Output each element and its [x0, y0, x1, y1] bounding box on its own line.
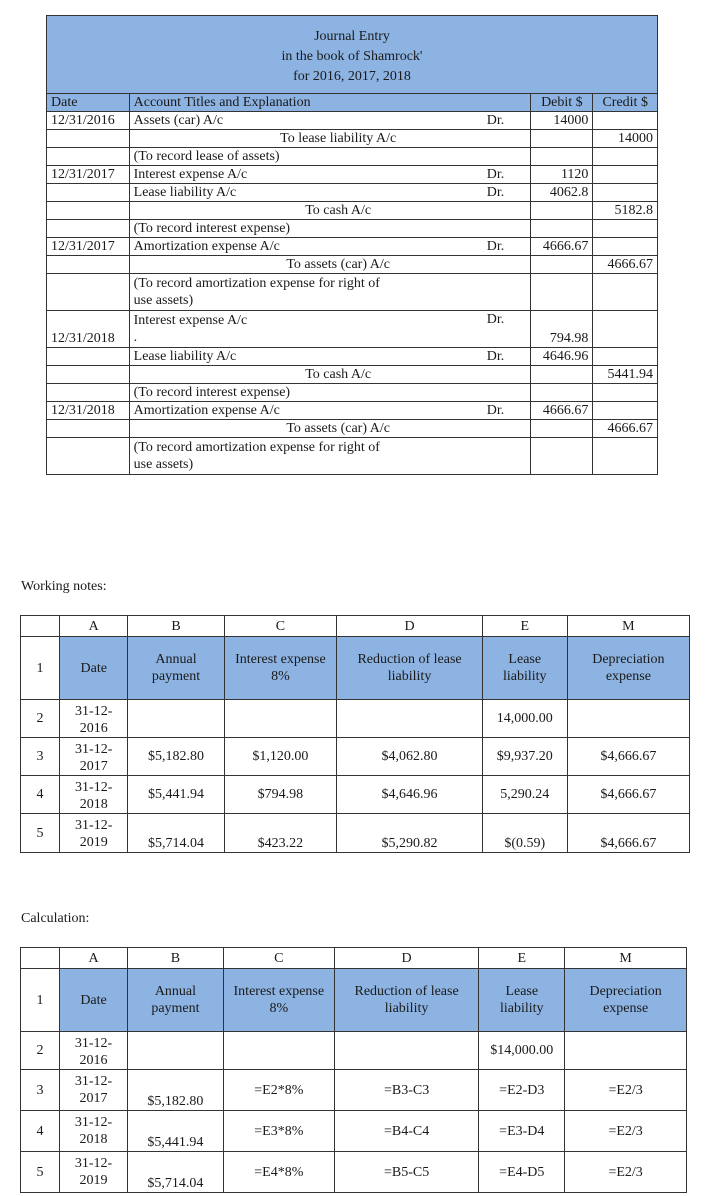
table-cell: 31-12-2018: [60, 776, 128, 814]
table-cell: 14,000.00: [482, 700, 567, 738]
journal-row: [47, 184, 658, 202]
journal-row: [47, 148, 658, 166]
table-cell: =E2/3: [565, 1152, 687, 1193]
entry-dr-marker: Dr.: [461, 166, 531, 184]
entry-credit: 4666.67: [593, 420, 658, 438]
entry-date: 12/31/2017: [47, 166, 130, 184]
column-letter: C: [224, 616, 337, 637]
table-cell: =B3-C3: [334, 1070, 479, 1111]
table-row: [21, 700, 690, 738]
column-letter: A: [60, 616, 128, 637]
entry-debit: 1120: [531, 166, 593, 184]
table-cell: $5,714.04: [128, 1152, 224, 1193]
table-row: [21, 814, 690, 853]
entry-credit: [593, 438, 658, 475]
entry-account: [129, 238, 461, 256]
entry-date: [47, 184, 130, 202]
entry-credit: 5441.94: [593, 366, 658, 384]
entry-credit: [593, 402, 658, 420]
row-number: 3: [21, 738, 60, 776]
journal-row: [47, 256, 658, 274]
entry-date: [47, 220, 130, 238]
table-cell: 31-12-2016: [60, 700, 128, 738]
header-debit: Debit $: [531, 94, 593, 112]
table-cell: [334, 1032, 479, 1070]
entry-account-text: Lease liability A/c: [133, 349, 237, 364]
entry-credit: [593, 238, 658, 256]
entry-credit: 5182.8: [593, 202, 658, 220]
column-header: Depreciation expense: [565, 969, 687, 1032]
entry-debit: [531, 256, 593, 274]
entry-date: 12/31/2017: [47, 238, 130, 256]
table-cell: 31-12-2016: [60, 1032, 128, 1070]
entry-account: [129, 184, 461, 202]
table-cell: $4,666.67: [567, 776, 689, 814]
entry-debit: [531, 202, 593, 220]
journal-row: [47, 348, 658, 366]
journal-row: [47, 402, 658, 420]
table-cell: =E2/3: [565, 1111, 687, 1152]
column-header: Date: [60, 969, 128, 1032]
table-cell: =B4-C4: [334, 1111, 479, 1152]
column-letter: C: [223, 948, 334, 969]
entry-account: [129, 112, 461, 130]
entry-debit: [531, 148, 593, 166]
entry-date: [47, 420, 130, 438]
entry-dr-marker: Dr.: [461, 238, 531, 256]
table-cell: 31-12-2019: [60, 1152, 128, 1193]
entry-dr-marker: Dr.: [461, 184, 531, 202]
table-cell: [128, 1032, 224, 1070]
entry-account-text: Interest expense A/c: [133, 167, 248, 182]
entry-date: [47, 366, 130, 384]
entry-dr-marker: [461, 130, 531, 148]
entry-account: [129, 366, 461, 384]
entry-credit: [593, 166, 658, 184]
entry-date: 12/31/2018: [47, 311, 130, 348]
table-cell: $5,290.82: [337, 814, 482, 853]
table-cell: [224, 700, 337, 738]
column-letter: D: [337, 616, 482, 637]
row-number: 2: [21, 1032, 60, 1070]
table-cell: $4,062.80: [337, 738, 482, 776]
entry-account: [129, 166, 461, 184]
entry-dr-marker: Dr.: [461, 311, 531, 348]
table-cell: 31-12-2018: [60, 1111, 128, 1152]
entry-dr-marker: Dr.: [461, 112, 531, 130]
row-number: 5: [21, 1152, 60, 1193]
journal-row: [47, 220, 658, 238]
table-cell: $9,937.20: [482, 738, 567, 776]
table-cell: $5,441.94: [128, 1111, 224, 1152]
entry-dr-marker: Dr.: [461, 402, 531, 420]
entry-account-text: To cash A/c: [305, 367, 372, 382]
journal-title: [47, 16, 658, 94]
entry-credit: [593, 220, 658, 238]
entry-date: [47, 438, 130, 475]
entry-debit: 4062.8: [531, 184, 593, 202]
journal-header-row: [47, 94, 658, 112]
journal-row: [47, 366, 658, 384]
entry-debit: 4666.67: [531, 402, 593, 420]
entry-debit: [531, 438, 593, 475]
table-cell: $5,182.80: [128, 738, 224, 776]
journal-row: [47, 166, 658, 184]
entry-account-text: Amortization expense A/c: [133, 403, 280, 418]
table-cell: =B5-C5: [334, 1152, 479, 1193]
column-header: Lease liability: [482, 637, 567, 700]
entry-account-text: Interest expense A/c: [133, 313, 248, 328]
table-row: [21, 738, 690, 776]
entry-dr-marker: [461, 202, 531, 220]
journal-row: [47, 112, 658, 130]
row-number: 4: [21, 776, 60, 814]
entry-date: [47, 274, 130, 311]
table-cell: =E2/3: [565, 1070, 687, 1111]
table-cell: $5,182.80: [128, 1070, 224, 1111]
entry-account: [129, 256, 461, 274]
row-number: 5: [21, 814, 60, 853]
table-cell: 31-12-2019: [60, 814, 128, 853]
table-cell: 31-12-2017: [60, 1070, 128, 1111]
calculation-table: [20, 947, 687, 1193]
header-row: [21, 969, 687, 1032]
column-letter: E: [482, 616, 567, 637]
entry-debit: [531, 420, 593, 438]
entry-dr-marker: [461, 366, 531, 384]
entry-account-text: Lease liability A/c: [133, 185, 237, 200]
entry-debit: 794.98: [531, 311, 593, 348]
journal-row: [47, 311, 658, 348]
entry-account-text: To assets (car) A/c: [286, 421, 390, 436]
table-cell: [567, 700, 689, 738]
entry-dr-marker: [461, 274, 531, 311]
entry-credit: [593, 184, 658, 202]
header-row: [21, 637, 690, 700]
journal-row: [47, 202, 658, 220]
journal-row: [47, 420, 658, 438]
entry-date: [47, 348, 130, 366]
row-number: 1: [21, 969, 60, 1032]
entry-account: [129, 202, 461, 220]
column-letter-row: [21, 948, 687, 969]
table-cell: $4,666.67: [567, 814, 689, 853]
entry-account: [129, 311, 461, 348]
column-letter: E: [479, 948, 565, 969]
table-cell: 5,290.24: [482, 776, 567, 814]
table-row: [21, 1032, 687, 1070]
column-header: Interest expense 8%: [223, 969, 334, 1032]
entry-account-text: (To record lease of assets): [133, 149, 280, 164]
table-cell: $(0.59): [482, 814, 567, 853]
column-letter-row: [21, 616, 690, 637]
table-row: [21, 1070, 687, 1111]
entry-credit: [593, 348, 658, 366]
entry-account: [129, 130, 461, 148]
table-cell: $14,000.00: [479, 1032, 565, 1070]
entry-account: [129, 402, 461, 420]
table-row: [21, 776, 690, 814]
entry-credit: [593, 148, 658, 166]
entry-debit: [531, 220, 593, 238]
entry-dr-marker: [461, 420, 531, 438]
entry-account: [129, 220, 461, 238]
table-cell: $794.98: [224, 776, 337, 814]
entry-date: [47, 148, 130, 166]
entry-dr-marker: [461, 256, 531, 274]
entry-credit: 14000: [593, 130, 658, 148]
table-cell: $423.22: [224, 814, 337, 853]
column-header: Lease liability: [479, 969, 565, 1032]
calculation-label: Calculation:: [21, 911, 90, 926]
entry-account: [129, 274, 461, 311]
entry-account-text: Assets (car) A/c: [133, 113, 224, 128]
entry-account-text-2: .: [133, 330, 138, 345]
entry-debit: [531, 366, 593, 384]
entry-dr-marker: [461, 148, 531, 166]
table-cell: =E2-D3: [479, 1070, 565, 1111]
entry-account-text: (To record interest expense): [133, 221, 291, 236]
entry-account: [129, 348, 461, 366]
entry-date: 12/31/2018: [47, 402, 130, 420]
entry-credit: [593, 311, 658, 348]
journal-title-line-1: Journal Entry: [314, 28, 390, 44]
working-notes-label: Working notes:: [21, 579, 107, 594]
entry-credit: [593, 274, 658, 311]
table-cell: =E3-D4: [479, 1111, 565, 1152]
table-cell: =E4-D5: [479, 1152, 565, 1193]
table-cell: $4,646.96: [337, 776, 482, 814]
entry-debit: [531, 274, 593, 311]
journal-row: [47, 438, 658, 475]
header-date: Date: [47, 94, 130, 112]
column-header: Annual payment: [128, 637, 224, 700]
table-cell: $4,666.67: [567, 738, 689, 776]
column-header: Depreciation expense: [567, 637, 689, 700]
entry-debit: 14000: [531, 112, 593, 130]
entry-date: 12/31/2016: [47, 112, 130, 130]
entry-date: [47, 130, 130, 148]
entry-account-text: (To record interest expense): [133, 385, 291, 400]
column-letter: B: [128, 616, 224, 637]
table-cell: $1,120.00: [224, 738, 337, 776]
column-header: Reduction of lease liability: [337, 637, 482, 700]
column-letter: D: [334, 948, 479, 969]
entry-account-text: Amortization expense A/c: [133, 239, 280, 254]
entry-debit: [531, 384, 593, 402]
journal-row: [47, 274, 658, 311]
table-cell: [128, 700, 224, 738]
entry-credit: [593, 384, 658, 402]
entry-dr-marker: [461, 384, 531, 402]
row-number: 1: [21, 637, 60, 700]
table-cell: =E2*8%: [223, 1070, 334, 1111]
entry-account-text: To cash A/c: [305, 203, 372, 218]
table-cell: $5,441.94: [128, 776, 224, 814]
row-number: 3: [21, 1070, 60, 1111]
entry-debit: [531, 130, 593, 148]
column-header: Interest expense 8%: [224, 637, 337, 700]
entry-account: [129, 420, 461, 438]
journal-entry-table: [46, 15, 658, 475]
entry-account: [129, 438, 461, 475]
working-notes-table: [20, 615, 690, 853]
row-number: 2: [21, 700, 60, 738]
table-row: [21, 1152, 687, 1193]
column-header: Reduction of lease liability: [334, 969, 479, 1032]
entry-debit: 4646.96: [531, 348, 593, 366]
entry-date: [47, 384, 130, 402]
entry-dr-marker: [461, 220, 531, 238]
column-letter: M: [567, 616, 689, 637]
entry-dr-marker: [461, 438, 531, 475]
row-number: 4: [21, 1111, 60, 1152]
header-account: Account Titles and Explanation: [129, 94, 531, 112]
table-cell: 31-12-2017: [60, 738, 128, 776]
column-letter: M: [565, 948, 687, 969]
table-cell: =E4*8%: [223, 1152, 334, 1193]
entry-account-text: (To record amortization expense for right of use assets): [133, 276, 380, 308]
table-cell: [565, 1032, 687, 1070]
table-cell: [337, 700, 482, 738]
journal-row: [47, 238, 658, 256]
column-letter: [21, 616, 60, 637]
entry-account: [129, 384, 461, 402]
column-letter: [21, 948, 60, 969]
journal-row: [47, 130, 658, 148]
entry-date: [47, 202, 130, 220]
journal-row: [47, 384, 658, 402]
table-cell: $5,714.04: [128, 814, 224, 853]
entry-credit: [593, 112, 658, 130]
column-header: Annual payment: [128, 969, 224, 1032]
entry-account-text: To lease liability A/c: [280, 131, 397, 146]
table-cell: [223, 1032, 334, 1070]
entry-credit: 4666.67: [593, 256, 658, 274]
table-cell: =E3*8%: [223, 1111, 334, 1152]
entry-dr-marker: Dr.: [461, 348, 531, 366]
entry-date: [47, 256, 130, 274]
journal-title-line-3: for 2016, 2017, 2018: [293, 68, 411, 84]
column-header: Date: [60, 637, 128, 700]
entry-debit: 4666.67: [531, 238, 593, 256]
header-credit: Credit $: [593, 94, 658, 112]
column-letter: B: [128, 948, 224, 969]
entry-account-text: To assets (car) A/c: [286, 257, 390, 272]
table-row: [21, 1111, 687, 1152]
entry-account-text: (To record amortization expense for right of use assets): [133, 440, 380, 472]
entry-account: [129, 148, 461, 166]
column-letter: A: [60, 948, 128, 969]
journal-title-line-2: in the book of Shamrock': [281, 48, 423, 64]
